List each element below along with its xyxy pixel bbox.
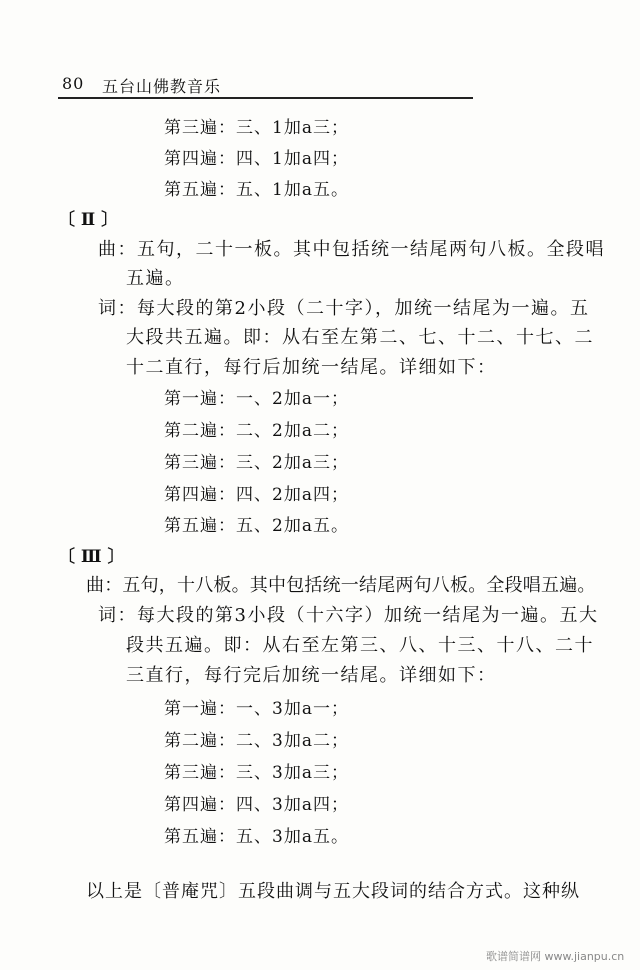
page-number: 80 [62, 74, 85, 93]
ci-line: 段共五遍。即：从右至左第三、八、十三、十八、二十 [126, 635, 594, 656]
list-item: 第一遍：一、2加a一； [164, 389, 349, 409]
qu-line: 五遍。 [126, 268, 185, 289]
list-item: 第二遍：二、2加a二； [164, 421, 349, 441]
qu-line: 曲：五句，二十一板。其中包括统一结尾两句八板。全段唱 [98, 239, 605, 260]
running-title: 五台山佛教音乐 [102, 77, 222, 96]
list-item: 第四遍：四、3加a四； [164, 795, 349, 815]
watermark: 歌谱简谱网 www.jianpu.cn [486, 950, 625, 963]
list-item: 第五遍：五、2加a五。 [164, 516, 349, 536]
list-item: 第一遍：一、3加a一； [164, 699, 349, 719]
list-item: 第三遍：三、3加a三； [164, 763, 349, 783]
ci-line: 大段共五遍。即：从右至左第二、七、十二、十七、二 [126, 327, 594, 348]
list-item: 第四遍：四、1加a四； [164, 149, 349, 169]
list-item: 第三遍：三、2加a三； [164, 453, 349, 473]
list-item: 第三遍：三、1加a三； [164, 118, 349, 138]
ci-line: 词：每大段的第2小段（二十字），加统一结尾为一遍。五 [98, 298, 590, 319]
closing-line: 以上是〔普庵咒〕五段曲调与五大段词的结合方式。这种纵 [86, 881, 580, 902]
ci-line: 词：每大段的第3小段（十六字）加统一结尾为一遍。五大 [98, 605, 599, 626]
list-item: 第四遍：四、2加a四； [164, 485, 349, 505]
header-rule [58, 97, 473, 99]
section-marker-3: 〔 Ⅲ 〕 [58, 547, 125, 567]
list-item: 第五遍：五、3加a五。 [164, 827, 349, 847]
qu-line: 曲：五句，十八板。其中包括统一结尾两句八板。全段唱五遍。 [86, 575, 596, 596]
list-item: 第五遍：五、1加a五。 [164, 180, 349, 200]
section-marker-2: 〔 Ⅱ 〕 [58, 210, 119, 230]
ci-line: 十二直行，每行后加统一结尾。详细如下： [126, 357, 497, 378]
ci-line: 三直行，每行完后加统一结尾。详细如下： [126, 665, 497, 686]
list-item: 第二遍：二、3加a二； [164, 731, 349, 751]
